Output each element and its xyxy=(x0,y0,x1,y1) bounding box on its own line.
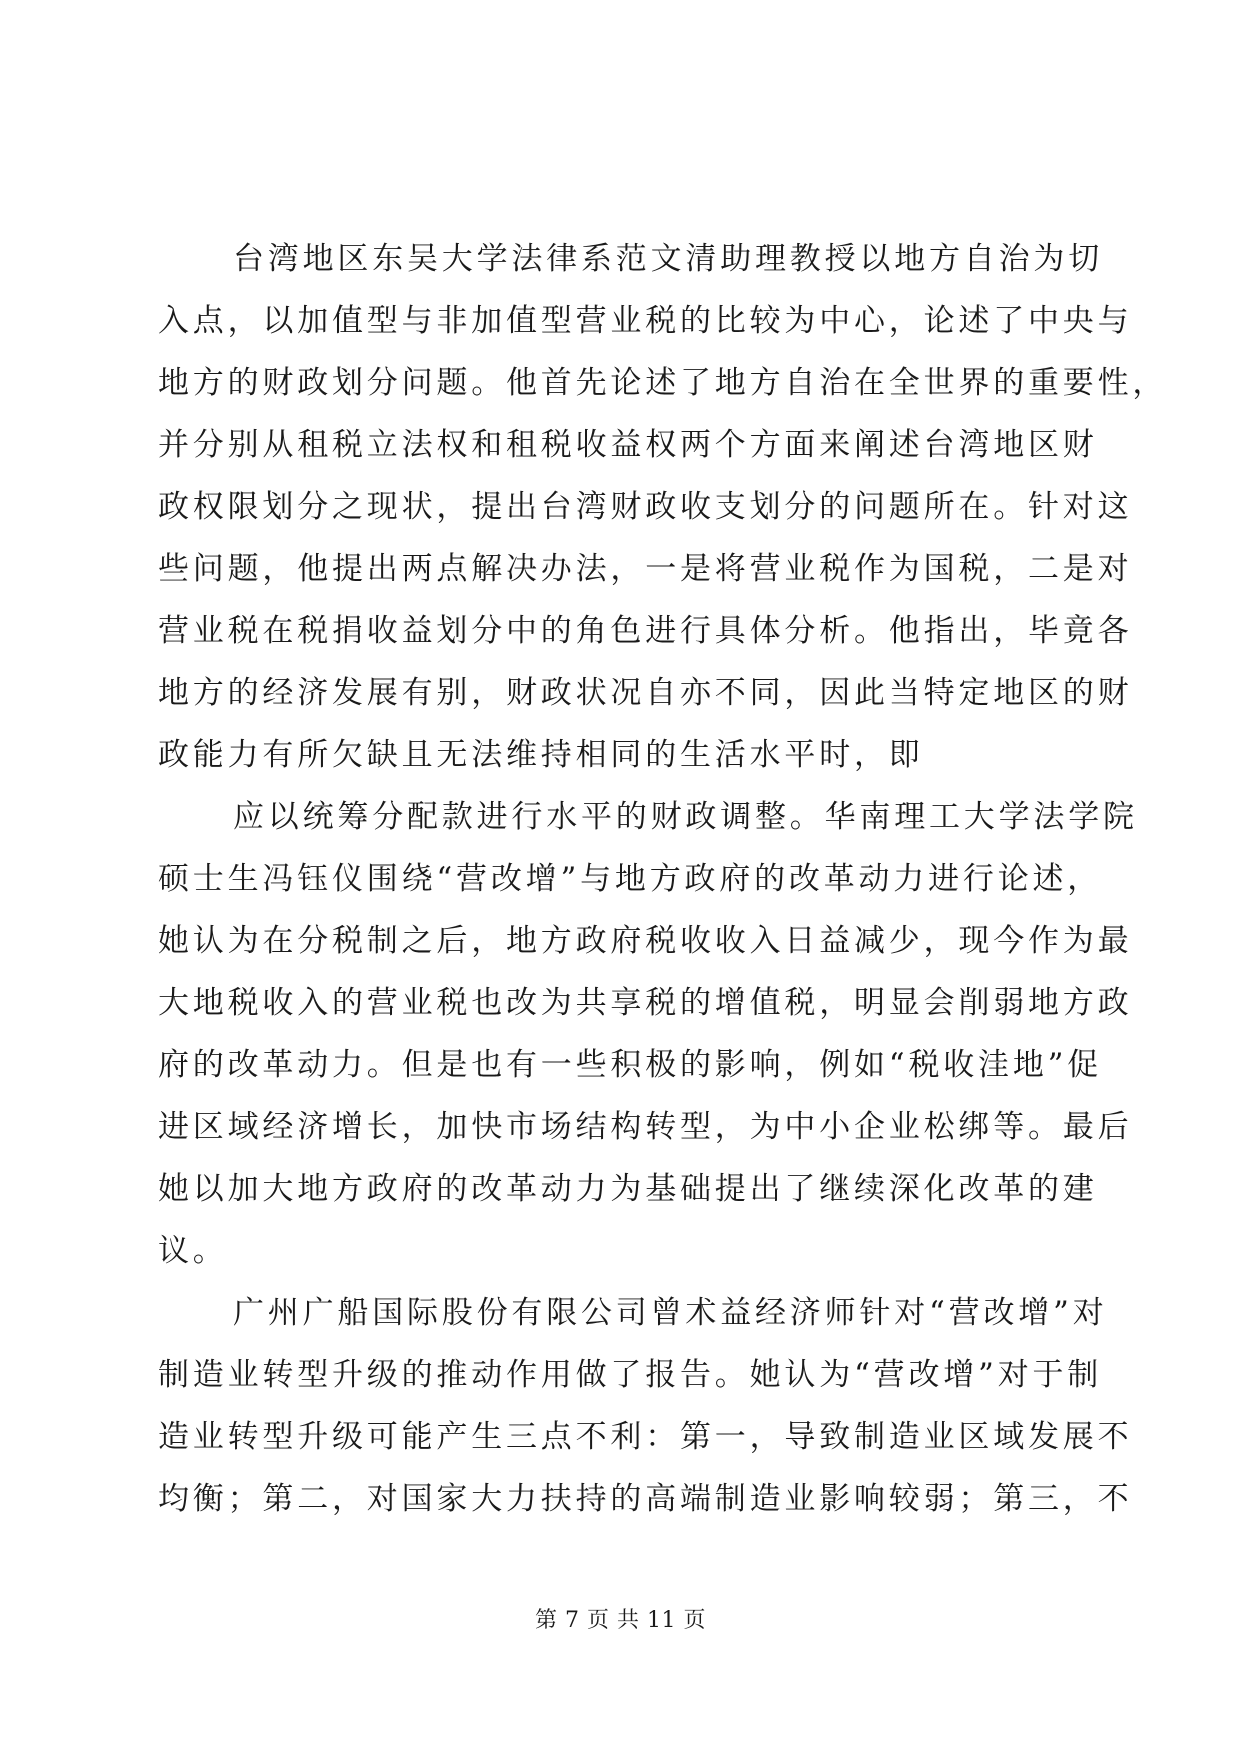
text-line: 均衡；第二，对国家大力扶持的高端制造业影响较弱；第三，不 xyxy=(158,1481,1133,1517)
text-line: 制造业转型升级的推动作用做了报告。她认为“营改增”对于制 xyxy=(158,1357,1103,1393)
text-line: 大地税收入的营业税也改为共享税的增值税，明显会削弱地方政 xyxy=(158,985,1133,1021)
text-line: 硕士生冯钰仪围绕“营改增”与地方政府的改革动力进行论述， xyxy=(158,861,1103,897)
text-line: 造业转型升级可能产生三点不利：第一，导致制造业区域发展不 xyxy=(158,1419,1133,1455)
body-text xyxy=(158,228,1168,1530)
text-line: 营业税在税捐收益划分中的角色进行具体分析。他指出，毕竟各 xyxy=(158,613,1133,649)
text-line: 府的改革动力。但是也有一些积极的影响，例如“税收洼地”促 xyxy=(158,1047,1103,1083)
text-line: 入点，以加值型与非加值型营业税的比较为中心，论述了中央与 xyxy=(158,303,1133,339)
text-line: 政能力有所欠缺且无法维持相同的生活水平时，即 xyxy=(158,737,924,773)
text-line: 她以加大地方政府的改革动力为基础提出了继续深化改革的建 xyxy=(158,1171,1098,1207)
text-line: 她认为在分税制之后，地方政府税收收入日益减少，现今作为最 xyxy=(158,923,1133,959)
text-line: 政权限划分之现状，提出台湾财政收支划分的问题所在。针对这 xyxy=(158,489,1133,525)
text-line: 些问题，他提出两点解决办法，一是将营业税作为国税，二是对 xyxy=(158,551,1133,587)
text-line: 应以统筹分配款进行水平的财政调整。华南理工大学法学院 xyxy=(233,799,1138,835)
text-line: 进区域经济增长，加快市场结构转型，为中小企业松绑等。最后 xyxy=(158,1109,1133,1145)
text-line: 并分别从租税立法权和租税收益权两个方面来阐述台湾地区财 xyxy=(158,427,1098,463)
text-line: 议。 xyxy=(158,1233,228,1269)
text-line: 广州广船国际股份有限公司曾术益经济师针对“营改增”对 xyxy=(233,1295,1108,1331)
text-line: 地方的经济发展有别，财政状况自亦不同，因此当特定地区的财 xyxy=(158,675,1133,711)
page-number-footer: 第 7 页 共 11 页 xyxy=(535,1608,706,1633)
text-line: 地方的财政划分问题。他首先论述了地方自治在全世界的重要性， xyxy=(158,365,1168,401)
text-line: 台湾地区东吴大学法律系范文清助理教授以地方自治为切 xyxy=(233,241,1103,277)
